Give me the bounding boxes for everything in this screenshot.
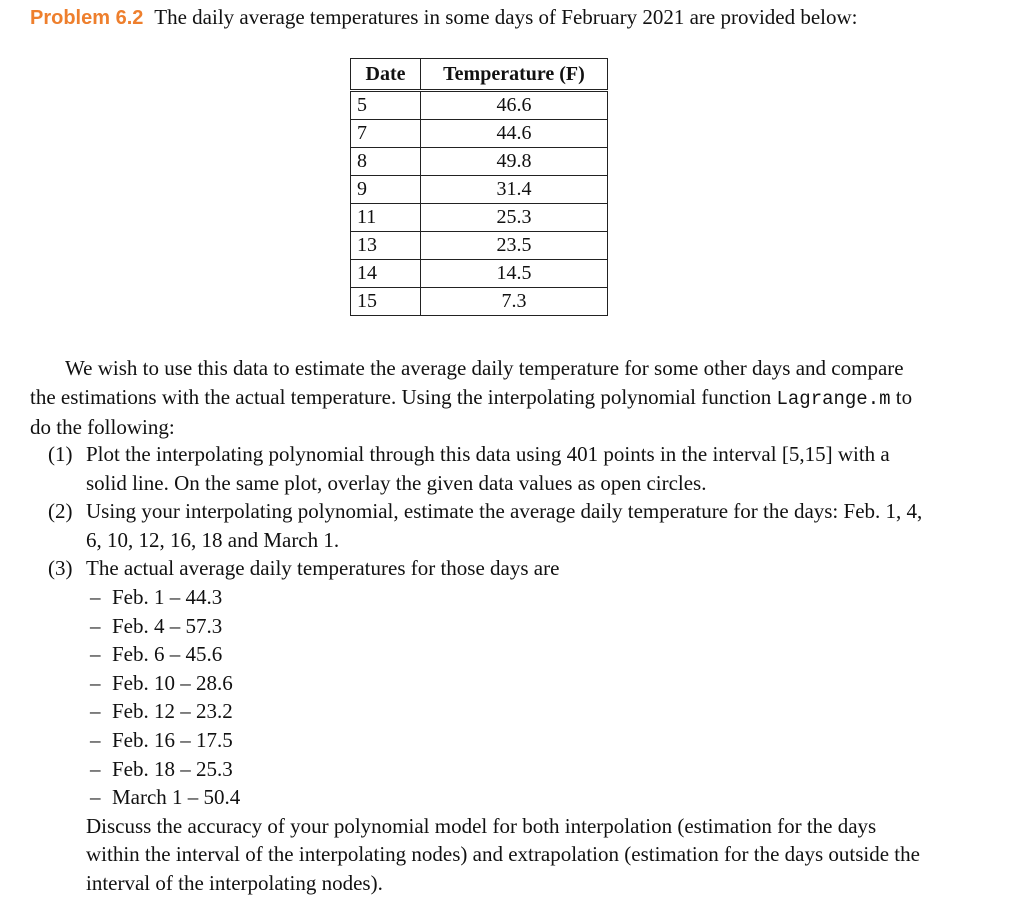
paragraph-text: We wish to use this data to estimate the average daily temperature for some other days and compare the estimations with the actual temperature. Using the interpolating polynomial function — [30, 356, 904, 409]
table-row — [351, 120, 608, 148]
cell-date: 15 — [351, 288, 421, 316]
task-item — [48, 554, 928, 897]
paragraph-text-end: to do the following: — [30, 384, 913, 440]
problem-intro: The daily average temperatures in some days of February 2021 are provided below: — [154, 5, 858, 29]
task-text: Using your interpolating polynomial, estimate the average daily temperature for the days: Feb. 1, 4, 6, 10, 12, 16, 18 and March 1. — [86, 499, 923, 552]
list-item — [86, 697, 928, 726]
bullet-dash: – — [90, 642, 101, 667]
list-item — [86, 640, 928, 669]
problem-label: Problem 6.2 — [30, 7, 144, 29]
list-item-text: Feb. 18 – 25.3 — [112, 756, 233, 781]
discussion-text: Discuss the accuracy of your polynomial model for both interpolation (estimation for the days within the interval of the interpolating nodes) and extrapolation (estimation for the days outside the interval of the interpolating nodes). — [86, 813, 920, 895]
list-item-text: Feb. 4 – 57.3 — [112, 613, 223, 638]
cell-temperature: 49.8 — [421, 148, 608, 176]
list-item — [86, 783, 928, 812]
task-number: (3) — [48, 556, 73, 581]
cell-date: 5 — [351, 91, 421, 120]
task-number: (1) — [48, 442, 73, 466]
cell-date: 14 — [351, 260, 421, 288]
bullet-dash: – — [90, 727, 101, 752]
task-number: (2) — [48, 499, 73, 524]
table-row — [351, 91, 608, 120]
table-header-row — [351, 59, 608, 91]
table-row — [351, 204, 608, 232]
cell-temperature: 44.6 — [421, 120, 608, 148]
table-row — [351, 260, 608, 288]
task-item — [48, 440, 928, 497]
problem-heading — [30, 5, 858, 30]
column-header-temperature: Temperature (F) — [421, 59, 608, 91]
list-item-text: Feb. 6 – 45.6 — [112, 642, 223, 667]
list-item — [86, 612, 928, 641]
intro-paragraph — [30, 354, 925, 442]
list-item-text: Feb. 10 – 28.6 — [112, 670, 233, 695]
table-row — [351, 148, 608, 176]
task-text: The actual average daily temperatures for those days are — [86, 556, 560, 581]
bullet-dash: – — [90, 670, 101, 695]
cell-temperature: 14.5 — [421, 260, 608, 288]
cell-temperature: 25.3 — [421, 204, 608, 232]
table-row — [351, 232, 608, 260]
bullet-dash: – — [90, 613, 101, 638]
list-item — [86, 726, 928, 755]
list-item — [86, 755, 928, 784]
list-item-text: March 1 – 50.4 — [112, 785, 241, 810]
cell-date: 13 — [351, 232, 421, 260]
cell-temperature: 31.4 — [421, 176, 608, 204]
task-list — [48, 440, 928, 898]
bullet-dash: – — [90, 584, 101, 609]
list-item — [86, 669, 928, 698]
temperature-table — [350, 58, 608, 316]
task-text: Plot the interpolating polynomial through this data using 401 points in the interval [5,15] with a solid line. On the same plot, overlay the given data values as open circles. — [86, 442, 890, 495]
cell-date: 7 — [351, 120, 421, 148]
cell-date: 8 — [351, 148, 421, 176]
bullet-dash: – — [90, 756, 101, 781]
list-item — [86, 583, 928, 612]
actual-temperature-list — [86, 583, 928, 812]
cell-temperature: 23.5 — [421, 232, 608, 260]
column-header-date: Date — [351, 59, 421, 91]
cell-temperature: 7.3 — [421, 288, 608, 316]
task-item — [48, 497, 928, 554]
table-row — [351, 288, 608, 316]
list-item-text: Feb. 16 – 17.5 — [112, 727, 233, 752]
list-item-text: Feb. 1 – 44.3 — [112, 584, 223, 609]
table-row — [351, 176, 608, 204]
cell-temperature: 46.6 — [421, 91, 608, 120]
cell-date: 9 — [351, 176, 421, 204]
bullet-dash: – — [90, 699, 101, 724]
bullet-dash: – — [90, 785, 101, 810]
cell-date: 11 — [351, 204, 421, 232]
list-item-text: Feb. 12 – 23.2 — [112, 699, 233, 724]
code-filename: Lagrange.m — [776, 387, 891, 410]
